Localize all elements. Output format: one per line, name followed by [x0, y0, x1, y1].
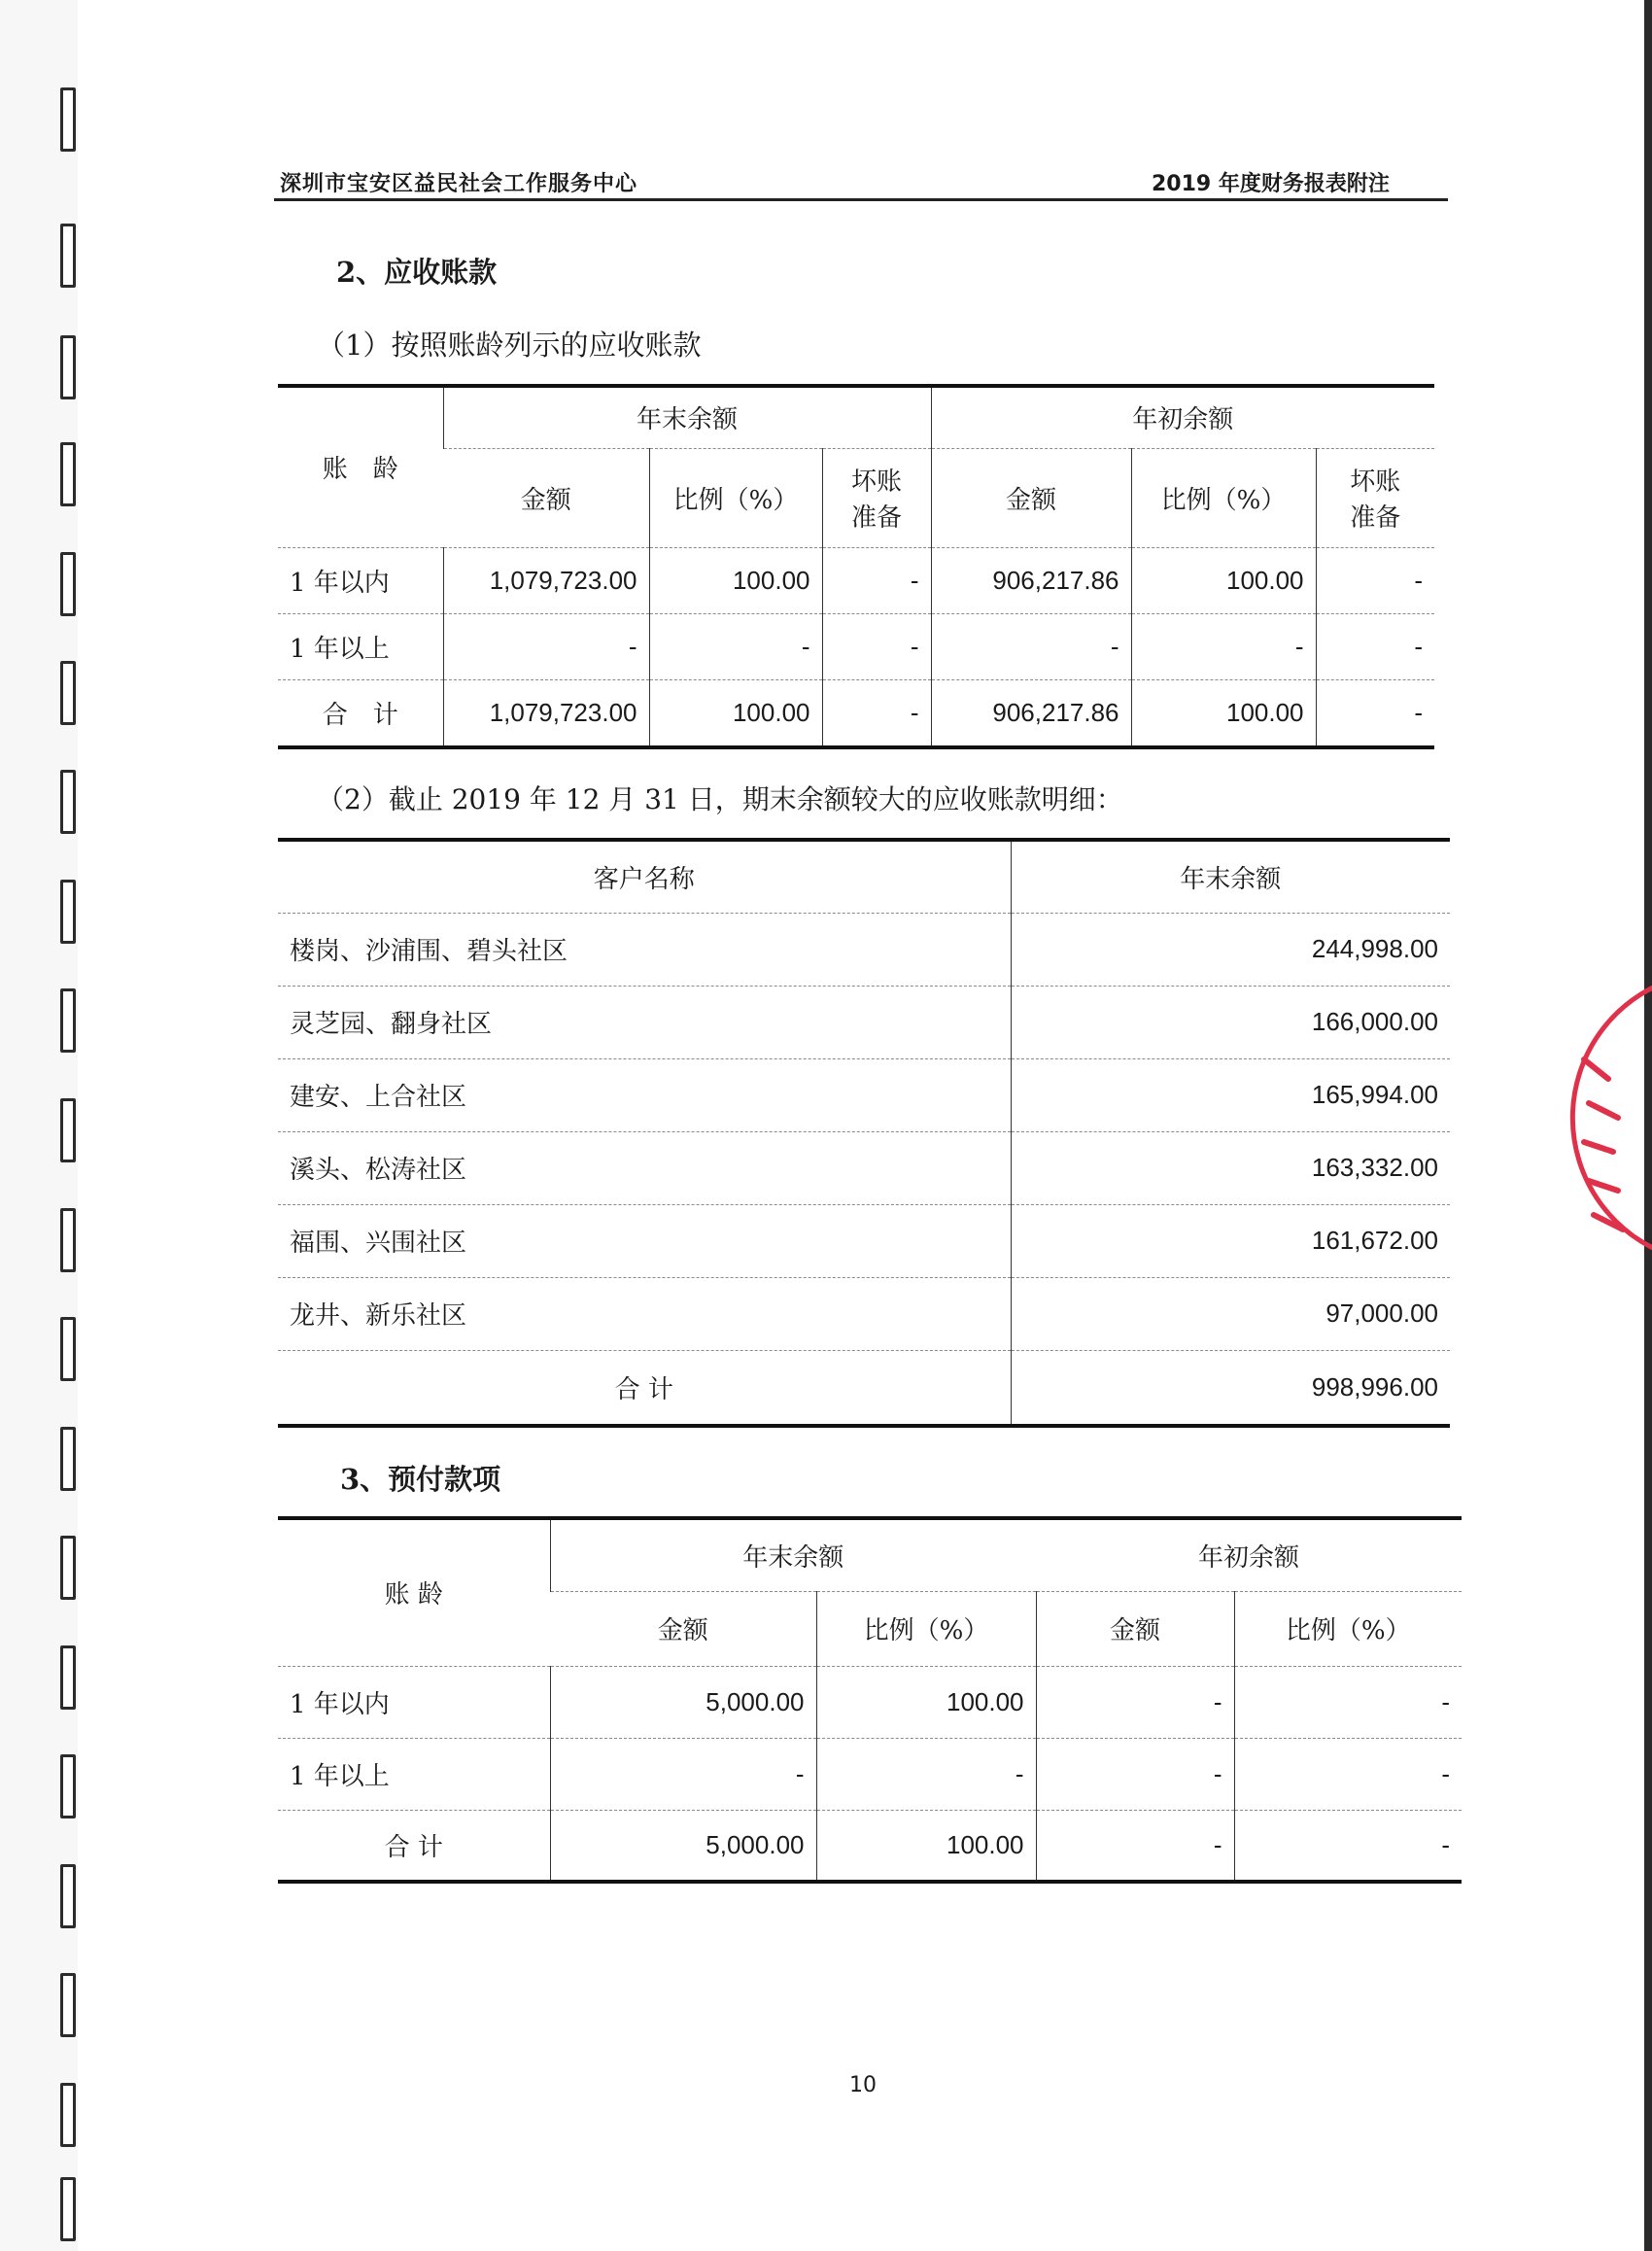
- begin-amount-cell: 906,217.86: [931, 679, 1131, 747]
- begin-bad-debt-cell: -: [1316, 679, 1434, 747]
- end-ratio-cell: 100.00: [816, 1810, 1036, 1882]
- header-end-bad-debt: [822, 448, 931, 547]
- begin-amount-cell: -: [931, 613, 1131, 679]
- binding-hole-icon: [60, 1754, 76, 1818]
- end-amount-cell: 1,079,723.00: [443, 679, 649, 747]
- table-row-total: [278, 1810, 1462, 1882]
- binding-hole-icon: [60, 770, 76, 834]
- customer-cell: 溪头、松涛社区: [278, 1131, 1011, 1204]
- balance-cell: 165,994.00: [1011, 1058, 1450, 1131]
- header-end-ratio: 比例（%）: [816, 1591, 1036, 1666]
- receivables-detail-table: [278, 838, 1450, 1428]
- header-organization: 深圳市宝安区益民社会工作服务中心: [280, 172, 638, 196]
- aging-cell: 1 年以上: [278, 1738, 550, 1810]
- header-aging: 账 龄: [322, 455, 398, 485]
- begin-ratio-cell: -: [1234, 1810, 1462, 1882]
- customer-cell: 龙井、新乐社区: [278, 1277, 1011, 1350]
- aging-cell: 1 年以内: [278, 547, 443, 613]
- section-title-prepayments: 3、预付款项: [340, 1463, 501, 1496]
- aging-cell: 1 年以上: [278, 613, 443, 679]
- end-bad-debt-cell: -: [822, 547, 931, 613]
- begin-bad-debt-cell: -: [1316, 613, 1434, 679]
- header-begin-balance: 年初余额: [931, 386, 1434, 448]
- seal-stamp-icon: [1565, 972, 1652, 1264]
- begin-ratio-cell: -: [1131, 613, 1316, 679]
- begin-bad-debt-cell: -: [1316, 547, 1434, 613]
- table-row: [278, 1204, 1450, 1277]
- binding-hole-icon: [60, 2083, 76, 2147]
- bad-debt-label-line1: 坏账: [1350, 468, 1401, 497]
- binding-hole-icon: [60, 2177, 76, 2241]
- end-amount-cell: -: [550, 1738, 816, 1810]
- end-amount-cell: -: [443, 613, 649, 679]
- binding-hole-icon: [60, 1645, 76, 1710]
- binding-hole-icon: [60, 988, 76, 1053]
- bad-debt-label-line1: 坏账: [851, 468, 903, 497]
- table-row: [278, 1666, 1462, 1738]
- total-balance-cell: 998,996.00: [1011, 1350, 1450, 1426]
- header-divider: [274, 198, 1448, 201]
- total-label-cell: 合 计: [278, 1350, 1011, 1426]
- header-begin-ratio: 比例（%）: [1234, 1591, 1462, 1666]
- aging-cell: 1 年以内: [278, 1666, 550, 1738]
- receivables-aging-table: [278, 384, 1434, 749]
- table-row: [278, 986, 1450, 1058]
- begin-ratio-cell: 100.00: [1131, 679, 1316, 747]
- header-aging: 账 龄: [384, 1580, 443, 1610]
- header-end-balance: 年末余额: [443, 386, 931, 448]
- table-row: [278, 613, 1434, 679]
- end-ratio-cell: -: [649, 613, 822, 679]
- section-title-receivables: 2、应收账款: [336, 256, 498, 289]
- begin-amount-cell: -: [1036, 1810, 1234, 1882]
- balance-cell: 161,672.00: [1011, 1204, 1450, 1277]
- table-row-total: [278, 1350, 1450, 1426]
- begin-amount-cell: -: [1036, 1738, 1234, 1810]
- end-amount-cell: 5,000.00: [550, 1810, 816, 1882]
- bad-debt-label-line2: 准备: [851, 503, 903, 533]
- table-row: [278, 1058, 1450, 1131]
- header-begin-amount: 金额: [931, 448, 1131, 547]
- bad-debt-label-line2: 准备: [1350, 503, 1401, 533]
- binding-hole-icon: [60, 1973, 76, 2037]
- end-bad-debt-cell: -: [822, 613, 931, 679]
- detail-subtitle: （2）截止 2019 年 12 月 31 日，期末余额较大的应收账款明细：: [317, 783, 1123, 815]
- balance-cell: 97,000.00: [1011, 1277, 1450, 1350]
- header-begin-bad-debt: [1316, 448, 1434, 547]
- begin-ratio-cell: -: [1234, 1738, 1462, 1810]
- binding-hole-icon: [60, 442, 76, 506]
- end-bad-debt-cell: -: [822, 679, 931, 747]
- binding-hole-icon: [60, 335, 76, 399]
- header-end-ratio: 比例（%）: [649, 448, 822, 547]
- header-year-end-balance: 年末余额: [1011, 840, 1450, 913]
- binding-hole-icon: [60, 661, 76, 725]
- header-begin-amount: 金额: [1036, 1591, 1234, 1666]
- end-ratio-cell: 100.00: [649, 679, 822, 747]
- header-begin-balance: 年初余额: [1198, 1542, 1300, 1573]
- aging-subtitle: （1）按照账龄列示的应收账款: [317, 329, 702, 362]
- balance-cell: 244,998.00: [1011, 913, 1450, 986]
- customer-cell: 福围、兴围社区: [278, 1204, 1011, 1277]
- table-row: [278, 1131, 1450, 1204]
- prepayments-table: [278, 1516, 1462, 1884]
- begin-amount-cell: -: [1036, 1666, 1234, 1738]
- end-ratio-cell: -: [816, 1738, 1036, 1810]
- begin-amount-cell: 906,217.86: [931, 547, 1131, 613]
- total-label-cell: 合 计: [278, 679, 443, 747]
- binding-hole-icon: [60, 1864, 76, 1928]
- header-customer: 客户名称: [593, 864, 695, 894]
- header-end-amount: 金额: [550, 1591, 816, 1666]
- table-row: [278, 547, 1434, 613]
- balance-cell: 166,000.00: [1011, 986, 1450, 1058]
- page-number: 10: [849, 2073, 877, 2097]
- header-begin-ratio: 比例（%）: [1131, 448, 1316, 547]
- table-row: [278, 1738, 1462, 1810]
- begin-ratio-cell: 100.00: [1131, 547, 1316, 613]
- binding-hole-icon: [60, 1317, 76, 1381]
- total-label-cell: 合 计: [278, 1810, 550, 1882]
- header-end-balance: 年末余额: [550, 1518, 1036, 1591]
- binding-hole-icon: [60, 880, 76, 944]
- customer-cell: 楼岗、沙浦围、碧头社区: [278, 913, 1011, 986]
- end-ratio-cell: 100.00: [649, 547, 822, 613]
- table-row-total: [278, 679, 1434, 747]
- binding-hole-icon: [60, 1208, 76, 1272]
- balance-cell: 163,332.00: [1011, 1131, 1450, 1204]
- table-row: [278, 913, 1450, 986]
- end-amount-cell: 5,000.00: [550, 1666, 816, 1738]
- binding-hole-icon: [60, 1098, 76, 1162]
- binding-hole-icon: [60, 1536, 76, 1600]
- customer-cell: 建安、上合社区: [278, 1058, 1011, 1131]
- binding-hole-icon: [60, 87, 76, 152]
- header-report-title: 2019 年度财务报表附注: [1152, 172, 1390, 196]
- binding-hole-icon: [60, 552, 76, 616]
- binding-hole-icon: [60, 1427, 76, 1491]
- customer-cell: 灵芝园、翻身社区: [278, 986, 1011, 1058]
- header-end-amount: 金额: [443, 448, 649, 547]
- end-amount-cell: 1,079,723.00: [443, 547, 649, 613]
- begin-ratio-cell: -: [1234, 1666, 1462, 1738]
- table-row: [278, 1277, 1450, 1350]
- binding-hole-icon: [60, 224, 76, 288]
- end-ratio-cell: 100.00: [816, 1666, 1036, 1738]
